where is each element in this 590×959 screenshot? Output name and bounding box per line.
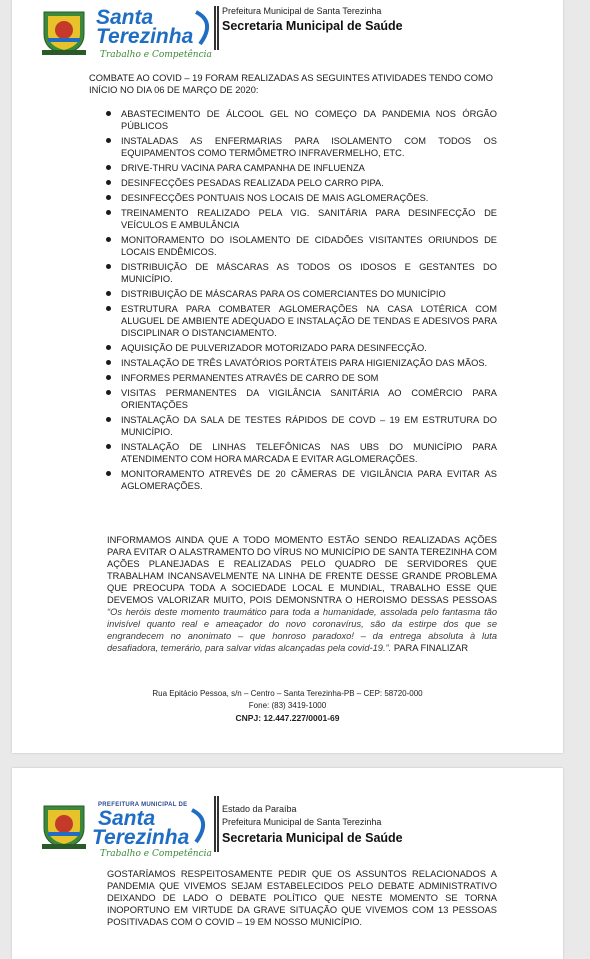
list-item (121, 108, 497, 132)
logo-swoosh-icon (188, 806, 212, 846)
prefeitura-label: Prefeitura Municipal de Santa Terezinha (222, 817, 382, 827)
bullet-icon (106, 360, 111, 365)
activities-list (121, 108, 497, 495)
estado-label: Estado da Paraíba (222, 804, 297, 814)
document-page-1 (12, 0, 563, 753)
list-item (121, 357, 497, 369)
activity-text: DESINFECÇÕES PESADAS REALIZADA PELO CARRO PIPA. (121, 178, 384, 188)
bullet-icon (106, 390, 111, 395)
document-page-2 (12, 768, 563, 959)
bullet-icon (106, 417, 111, 422)
logo-prefeitura-small: PREFEITURA MUNICIPAL DE (98, 802, 188, 808)
footer-cnpj: CNPJ: 12.447.227/0001-69 (235, 713, 340, 723)
bullet-icon (106, 237, 111, 242)
activity-text: TREINAMENTO REALIZADO PELA VIG. SANITÁRIA PARA DESINFECÇÃO DE VEÍCULOS E AMBULÂNCIA (121, 208, 497, 230)
activity-text: DISTRIBUIÇÃO DE MÁSCARAS AS TODOS OS IDOSOS E GESTANTES DO MUNICÍPIO. (121, 262, 497, 284)
list-item (121, 177, 497, 189)
municipal-seal-icon (38, 4, 90, 56)
logo-terezinha: Terezinha (96, 25, 194, 48)
footer-phone: Fone: (83) 3419-1000 (248, 701, 327, 710)
logo-swoosh-icon (192, 8, 216, 48)
bullet-icon (106, 180, 111, 185)
letterhead (12, 0, 563, 60)
informamos-paragraph (107, 534, 497, 654)
list-item (121, 234, 497, 258)
bullet-icon (106, 375, 111, 380)
logo-santa: Santa (98, 807, 156, 830)
list-item (121, 207, 497, 231)
activity-text: DISTRIBUIÇÃO DE MÁSCARAS PARA OS COMERCIANTES DO MUNICÍPIO (121, 289, 446, 299)
bullet-icon (106, 444, 111, 449)
activity-text: INSTALAÇÃO DA SALA DE TESTES RÁPIDOS DE COVD – 19 EM ESTRUTURA DO MUNICÍPIO. (121, 415, 497, 437)
bullet-icon (106, 345, 111, 350)
activity-text: ESTRUTURA PARA COMBATER AGLOMERAÇÕES NA CASA LOTÉRICA COM ALUGUEL DE AMBIENTE ADEQUADO E INSTALAÇÃO DE TENDAS E ADESIVOS PARA DISCIPLINAR O DISTANCIAMENTO. (121, 304, 497, 338)
activity-text: VISITAS PERMANENTES DA VIGILÂNCIA SANITÁRIA AO COMÉRCIO PARA ORIENTAÇÕES (121, 388, 497, 410)
informamos-text: INFORMAMOS AINDA QUE A TODO MOMENTO ESTÃO SENDO REALIZADAS AÇÕES PARA EVITAR O ALASTRAMENTO DO VÍRUS NO MUNICÍPIO DE SANTA TEREZINHA COM AÇÕES PLANEJADAS E REALIZADAS PELO QUADRO DE SERVIDORES QUE TRABALHAM INCANSAVELMENTE NA LINHA DE FRENTE DESSE GRANDE PROBLEMA QUE PREOCUPA TODA A SOCIEDADE LOCAL E MUNDIAL, TRABALHO ESSE QUE DEVEMOS VALORIZAR MUITO, POIS DEMONSNTRA O HEROISMO DESSAS PESSOAS (107, 535, 497, 605)
activity-text: ABASTECIMENTO DE ÁLCOOL GEL NO COMEÇO DA PANDEMIA NOS ÓRGÃO PÚBLICOS (121, 109, 497, 131)
bullet-icon (106, 264, 111, 269)
list-item (121, 192, 497, 204)
bullet-icon (106, 138, 111, 143)
activity-text: INFORMES PERMANENTES ATRAVÉS DE CARRO DE SOM (121, 373, 379, 383)
list-item (121, 441, 497, 465)
divider-bar (217, 796, 219, 852)
activity-text: MONITORAMENTO ATREVÉS DE 20 CÂMERAS DE VIGILÂNCIA PARA EVITAR AS AGLOMERAÇÕES. (121, 469, 497, 491)
bullet-icon (106, 111, 111, 116)
divider-bar (214, 796, 216, 852)
activity-text: MONITORAMENTO DO ISOLAMENTO DE CIDADÕES VISITANTES ORIUNDOS DE LOCAIS ENDÊMICOS. (121, 235, 497, 257)
intro-paragraph: COMBATE AO COVID – 19 FORAM REALIZADAS AS SEGUINTES ATIVIDADES TENDO COMO INÍCIO NO DIA 06 DE MARÇO DE 2020: (89, 73, 493, 95)
closing-paragraph: GOSTARÍAMOS RESPEITOSAMENTE PEDIR QUE OS ASSUNTOS RELACIONADOS A PANDEMIA QUE VIVEMOS SEJAM ESTABELECIDOS PELO DEBATE ADMINISTRATIVO DEIXANDO DE LADO O DEBATE POLÍTICO QUE NESTE MOMENTO SE TORNA INOPORTUNO EM VIRTUDE DA GRAVE SITUAÇÃO QUE VIVEMOS COM 13 PESSOAS POSITIVADAS COM O COVID – 19 EM NOSSO MUNICÍPIO. (107, 869, 497, 927)
secretaria-label: Secretaria Municipal de Saúde (222, 19, 403, 33)
logo-slogan: Trabalho e Competência (100, 50, 212, 60)
bullet-icon (106, 471, 111, 476)
logo-terezinha: Terezinha (92, 826, 190, 849)
activity-text: DESINFECÇÕES PONTUAIS NOS LOCAIS DE MAIS AGLOMERAÇÕES. (121, 193, 429, 203)
bullet-icon (106, 195, 111, 200)
list-item (121, 261, 497, 285)
list-item (121, 372, 497, 384)
quote-text: “Os heróis deste momento traumático para toda a humanidade, assolada pelo fantasma tão invisível quanto real e ameaçador do novo coronavírus, são da estirpe dos que se engrandecem no anonimato – que honroso paradoxo! – da entrega absoluta à luta desafiadora, temerário, para salvar vidas alcançadas pela covid-19.”. (107, 607, 497, 653)
list-item (121, 387, 497, 411)
list-item (121, 288, 497, 300)
municipal-seal-icon (38, 798, 90, 850)
list-item (121, 303, 497, 339)
footer-address: Rua Epitácio Pessoa, s/n – Centro – Santa Terezinha-PB – CEP: 58720-000 (152, 689, 423, 698)
list-item (121, 162, 497, 174)
divider-bar (217, 6, 219, 50)
bullet-icon (106, 165, 111, 170)
activity-text: AQUISIÇÃO DE PULVERIZADOR MOTORIZADO PARA DESINFECÇÃO. (121, 343, 427, 353)
para-finalizar-text: PARA FINALIZAR (391, 643, 469, 653)
list-item (121, 468, 497, 492)
divider-bar (214, 6, 216, 50)
activity-text: INSTALAÇÃO DE TRÊS LAVATÓRIOS PORTÁTEIS PARA HIGIENIZAÇÃO DAS MÃOS. (121, 358, 488, 368)
logo-santa: Santa (96, 6, 154, 29)
activity-text: INSTALADAS AS ENFERMARIAS PARA ISOLAMENTO COM TODOS OS EQUIPAMENTOS COMO TERMÔMETRO INFRAVERMELHO, ETC. (121, 136, 497, 158)
logo-slogan: Trabalho e Competência (100, 849, 212, 859)
bullet-icon (106, 291, 111, 296)
activity-text: DRIVE-THRU VACINA PARA CAMPANHA DE INFLUENZA (121, 163, 365, 173)
bullet-icon (106, 306, 111, 311)
list-item (121, 414, 497, 438)
secretaria-label: Secretaria Municipal de Saúde (222, 831, 403, 845)
letterhead (12, 792, 563, 859)
prefeitura-label: Prefeitura Municipal de Santa Terezinha (222, 6, 382, 16)
bullet-icon (106, 210, 111, 215)
list-item (121, 135, 497, 159)
activity-text: INSTALAÇÃO DE LINHAS TELEFÔNICAS NAS UBS DO MUNICÍPIO PARA ATENDIMENTO COM HORA MARCADA E EVITAR AGLOMERAÇÕES. (121, 442, 497, 464)
list-item (121, 342, 497, 354)
